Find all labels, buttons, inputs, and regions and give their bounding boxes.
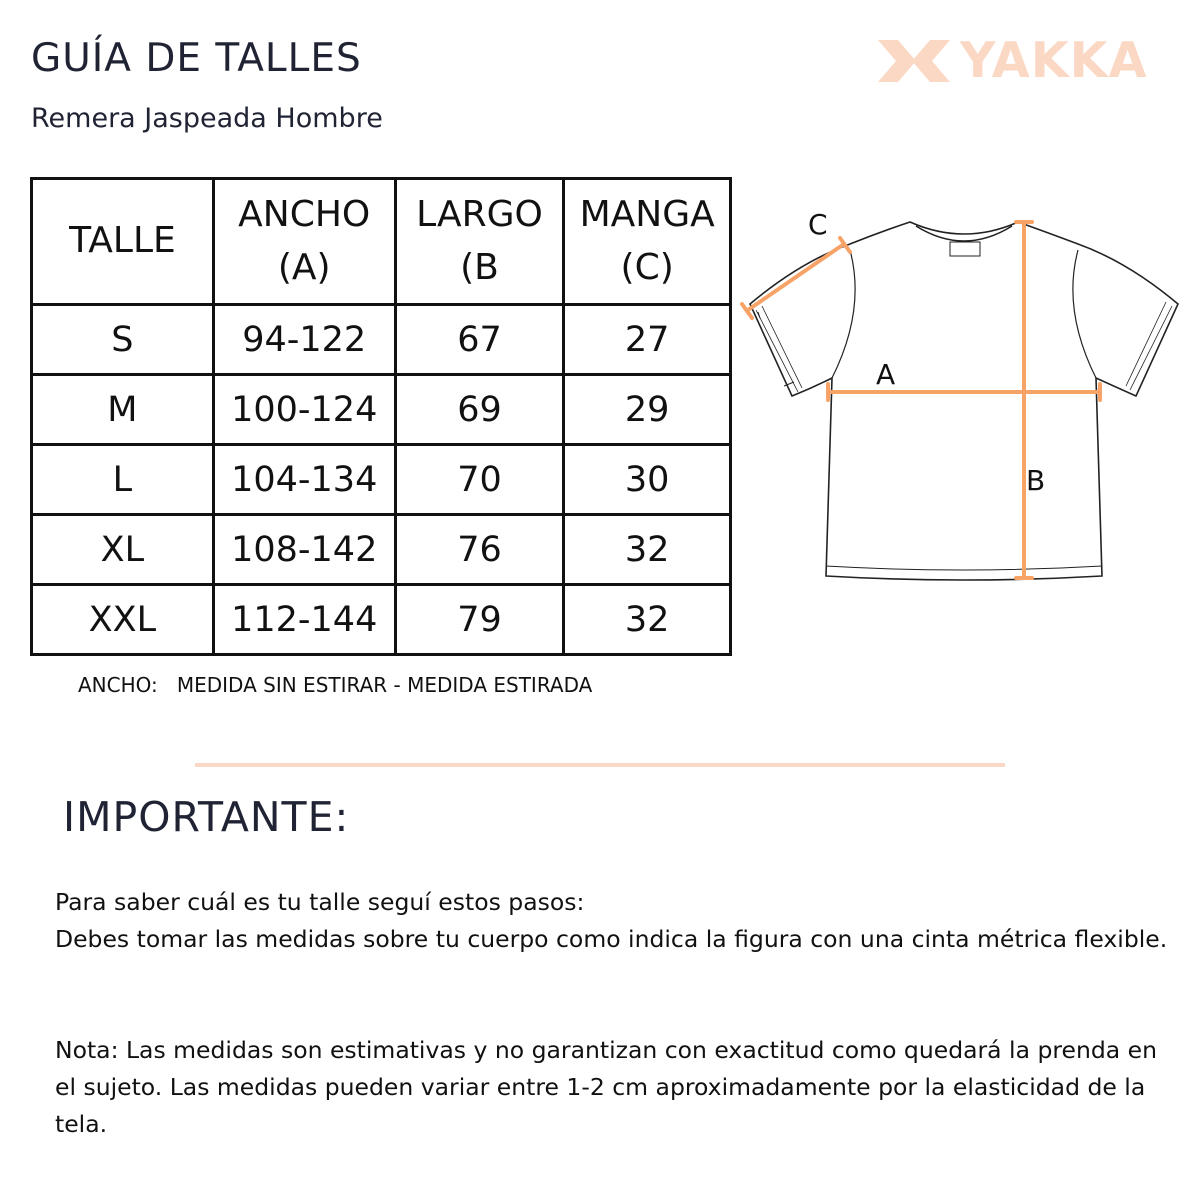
table-row [32,445,731,515]
cell-largo: 76 [395,515,564,585]
ancho-note [78,673,592,697]
cell-ancho: 100-124 [213,375,395,445]
cell-talle: M [32,375,214,445]
cell-manga: 32 [564,585,731,655]
table-header-row [32,179,731,305]
ancho-note-text: MEDIDA SIN ESTIRAR - MEDIDA ESTIRADA [176,673,593,697]
cell-largo: 70 [395,445,564,515]
label-a: A [876,358,896,391]
important-heading: IMPORTANTE: [63,793,350,841]
table-row [32,585,731,655]
cell-largo: 69 [395,375,564,445]
instructions-paragraph [55,884,1175,958]
instructions-line-1: Para saber cuál es tu talle seguí estos pasos: [55,888,585,916]
tshirt-icon [750,222,1178,580]
label-b: B [1026,464,1046,497]
cell-ancho: 104-134 [213,445,395,515]
header-largo: LARGO (B [395,179,564,305]
page-title: GUÍA DE TALLES [31,36,362,81]
brand-logo [874,28,1170,94]
table-row [32,515,731,585]
cell-manga: 30 [564,445,731,515]
table-row [32,375,731,445]
cell-largo: 67 [395,305,564,375]
cell-talle: XL [32,515,214,585]
cell-manga: 27 [564,305,731,375]
header-ancho: ANCHO (A) [213,179,395,305]
product-subtitle: Remera Jaspeada Hombre [31,103,383,134]
tshirt-diagram [740,200,1180,600]
brand-x-icon [874,28,954,94]
brand-name: YAKKA [960,32,1148,89]
header-talle: TALLE [32,179,214,305]
cell-largo: 79 [395,585,564,655]
disclaimer-paragraph: Nota: Las medidas son estimativas y no garantizan con exactitud como quedará la prenda en el sujeto. Las medidas pueden variar entre 1-2 cm aproximadamente por la elasticidad de la tela. [55,1036,1157,1138]
cell-talle: S [32,305,214,375]
cell-talle: XXL [32,585,214,655]
size-table [30,177,732,656]
cell-manga: 29 [564,375,731,445]
cell-manga: 32 [564,515,731,585]
label-c: C [808,208,828,241]
table-row [32,305,731,375]
cell-talle: L [32,445,214,515]
cell-ancho: 112-144 [213,585,395,655]
instructions-line-2: Debes tomar las medidas sobre tu cuerpo como indica la figura con una cinta métrica flexible. [55,925,1168,953]
header-manga: MANGA (C) [564,179,731,305]
ancho-note-label: ANCHO: [78,673,158,697]
cell-ancho: 108-142 [213,515,395,585]
section-divider [195,763,1005,767]
cell-ancho: 94-122 [213,305,395,375]
